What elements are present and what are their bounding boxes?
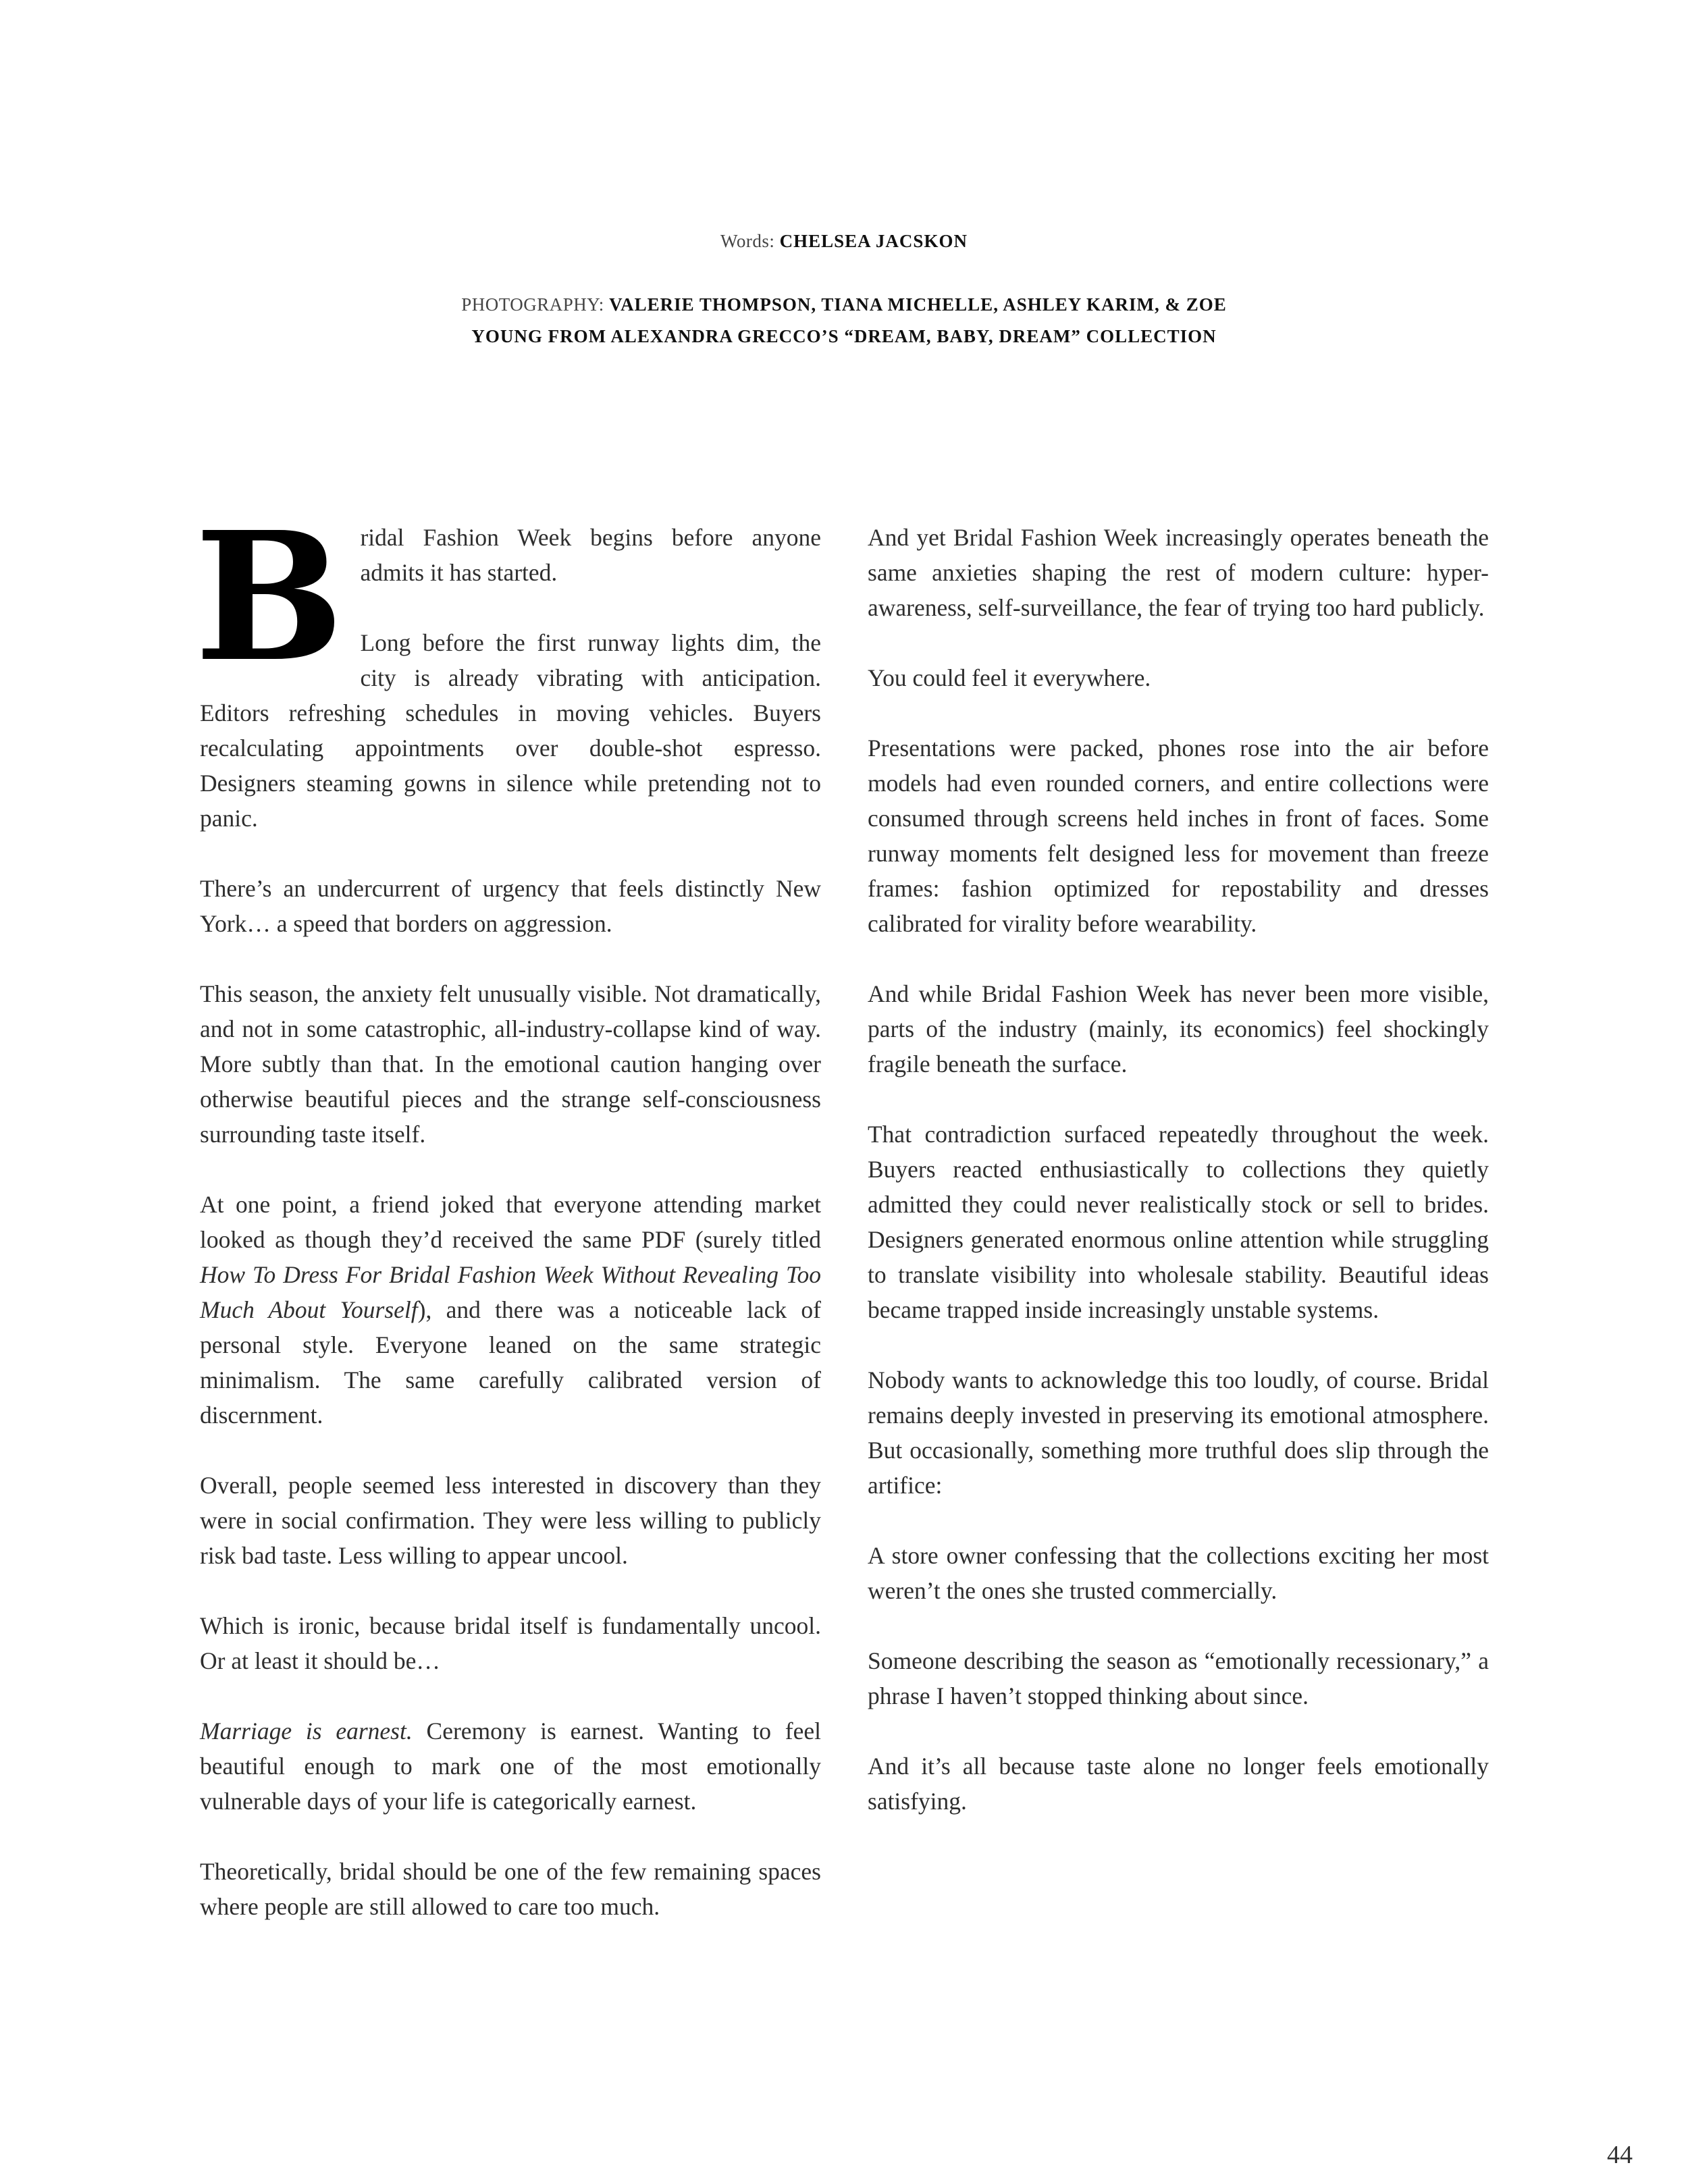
article-column-left bbox=[194, 493, 821, 1924]
paragraph: Presentations were packed, phones rose into the air before models had even rounded corners, and entire collections were consumed through screens held inches in front of faces. Some runway moments felt designed less for movement than freeze frames: fashion optimized for repostability and dresses calibrated for virality before wearability. bbox=[868, 735, 1489, 937]
paragraph: This season, the anxiety felt unusually visible. Not dramatically, and not in some catastrophic, all-industry-collapse kind of way. More subtly than that. In the emotional caution hanging over otherwise beautiful pieces and the strange self-consciousness surrounding taste itself. bbox=[200, 980, 821, 1148]
paragraph-text: Ceremony is earnest. Wanting to feel beautiful enough to mark one of the most emotionally vulnerable days of your life is categorically earnest. bbox=[200, 1717, 821, 1815]
paragraph: You could feel it everywhere. bbox=[868, 664, 1151, 691]
photography-label: PHOTOGRAPHY: bbox=[461, 294, 604, 315]
paragraph: Someone describing the season as “emotionally recessionary,” a phrase I haven’t stopped thinking about since. bbox=[868, 1647, 1489, 1709]
article-column-right bbox=[868, 520, 1489, 1819]
words-label: Words: bbox=[720, 231, 775, 251]
paragraph: Long before the first runway lights dim, the city is already vibrating with anticipation. Editors refreshing schedules in moving vehicles. Buyers recalculating appointments over double-shot espresso. Designers steaming gowns in silence while pretending not to panic. bbox=[200, 629, 821, 832]
paragraph: Overall, people seemed less interested in discovery than they were in social confirmation. They were less willing to publicly risk bad taste. Less willing to appear uncool. bbox=[200, 1472, 821, 1569]
paragraph: There’s an undercurrent of urgency that feels distinctly New York… a speed that borders on aggression. bbox=[200, 875, 821, 937]
paragraph bbox=[200, 1713, 821, 1819]
page-number: 44 bbox=[1607, 2141, 1633, 2169]
paragraph: And it’s all because taste alone no longer feels emotionally satisfying. bbox=[868, 1753, 1489, 1815]
paragraph bbox=[200, 1187, 821, 1433]
photography-credit bbox=[0, 289, 1688, 352]
photographers-line-2: YOUNG FROM ALEXANDRA GRECCO’S “DREAM, BABY, DREAM” COLLECTION bbox=[471, 326, 1217, 346]
paragraph: And while Bridal Fashion Week has never been more visible, parts of the industry (mainly, its economics) feel shockingly fragile beneath the surface. bbox=[868, 980, 1489, 1077]
paragraph-text: At one point, a friend joked that everyone attending market looked as though they’d received the same PDF (surely titled bbox=[200, 1191, 821, 1253]
italic-phrase: Marriage is earnest. bbox=[200, 1717, 413, 1744]
drop-cap: B bbox=[194, 493, 344, 701]
paragraph: That contradiction surfaced repeatedly throughout the week. Buyers reacted enthusiastically to collections they quietly admitted they could never realistically stock or sell to brides. Designers generated enormous online attention while struggling to translate visibility into wholesale stability. Beautiful ideas became trapped inside increasingly unstable systems. bbox=[868, 1121, 1489, 1323]
paragraph: Nobody wants to acknowledge this too loudly, of course. Bridal remains deeply invested in preserving its emotional atmosphere. But occasionally, something more truthful does slip through the artifice: bbox=[868, 1366, 1489, 1499]
paragraph: Which is ironic, because bridal itself is fundamentally uncool. Or at least it should be… bbox=[200, 1612, 821, 1674]
paragraph: Theoretically, bridal should be one of the few remaining spaces where people are still allowed to care too much. bbox=[200, 1858, 821, 1920]
paragraph-text: ridal Fashion Week begins before anyone admits it has started. bbox=[360, 524, 821, 586]
paragraph: And yet Bridal Fashion Week increasingly operates beneath the same anxieties shaping the rest of modern culture: hyper-awareness, self-surveillance, the fear of trying too hard publicly. bbox=[868, 524, 1489, 621]
photographers-line-1: VALERIE THOMPSON, TIANA MICHELLE, ASHLEY KARIM, & ZOE bbox=[609, 294, 1227, 315]
paragraph bbox=[194, 493, 821, 701]
words-credit bbox=[0, 231, 1688, 252]
author-name: CHELSEA JACSKON bbox=[779, 231, 968, 251]
paragraph: A store owner confessing that the collections exciting her most weren’t the ones she trusted commercially. bbox=[868, 1542, 1489, 1604]
paragraph-text: ), and there was a noticeable lack of personal style. Everyone leaned on the same strategic minimalism. The same carefully calibrated version of discernment. bbox=[200, 1296, 821, 1429]
italic-title: How To Dress For Bridal Fashion Week Without Revealing Too Much About Yourself bbox=[200, 1261, 821, 1323]
